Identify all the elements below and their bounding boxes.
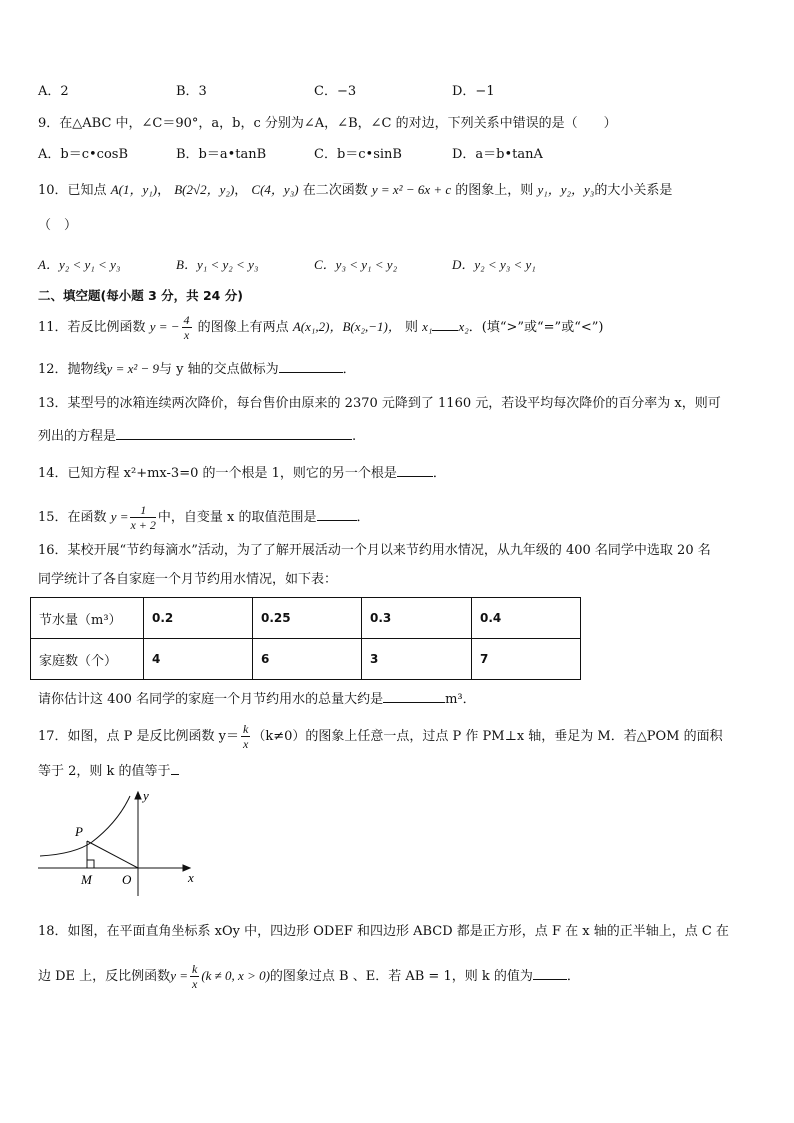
q14-text: 14．已知方程 x²+mx-3=0 的一个根是 1，则它的另一个根是 [38,466,397,481]
q10-end: 的大小关系是 [594,183,673,198]
q11-lhs: y = − [149,319,180,334]
q18-blank[interactable] [533,965,567,980]
point-c-close: ₃) [289,182,299,197]
q14 [38,462,446,484]
q13-prefix: 列出的方程是 [38,429,117,444]
q15-denominator: x + 2 [130,518,156,532]
hyperbola-curve [40,796,130,856]
po-line [87,841,138,868]
q11-x2: x₂ [458,319,469,334]
y-label: y [143,788,149,803]
table-row-header: 家庭数（个） [31,639,144,680]
section-title: 二、填空题(每小题 3 分，共 24 分) [38,288,243,303]
y-axis-arrow [135,792,141,799]
q12-end: ． [342,362,356,377]
q17-post: （k≠0）的图象上任意一点，过点 P 作 PM⊥x 轴，垂足为 M．若△POM 的面积 [252,729,723,744]
q12-prefix: 12．抛物线 [38,362,107,377]
q9-option-c: C．b＝c•sinB [314,147,402,162]
q15 [38,503,370,532]
q18-lhs: y = [170,968,188,983]
q17-line2 [38,760,179,782]
table-cell: 4 [144,639,253,680]
q18-end: ． [566,969,580,984]
q8-option-d: D．−1 [452,84,495,99]
table-cell: 0.25 [253,598,362,639]
q17-fraction [241,722,250,751]
table-cell: 6 [253,639,362,680]
q12-blank[interactable] [279,358,343,373]
q15-blank[interactable] [317,506,357,521]
q10-stem: 10．已知点 A(1，y₁)， B(2√2，y₂)， C(4，y₃) 在二次函数 y = x² − 6x + c 的图象上，则 y₁，y₂，y₃的大小关系是 [38,182,673,198]
table-cell: 0.4 [472,598,581,639]
q9-option-a: A．b＝c•cosB [38,147,128,162]
p-label: P [75,824,83,839]
q11-denominator: x [183,328,190,342]
q11-then: 则 [405,320,419,335]
q12-function: y = x² − 9 [106,361,160,376]
q11-numerator: 4 [183,313,190,327]
q10-paren: （ ） [38,218,78,233]
q18-prefix: 边 DE 上，反比例函数 [38,969,171,984]
q8-option-a: A．2 [38,84,69,99]
point-b-close: ₂) [225,182,235,197]
table-cell: 0.3 [362,598,472,639]
q8-option-b: B．3 [176,84,207,99]
q16-unit: m³． [445,692,476,707]
q16-blank[interactable] [383,688,445,703]
q13-end: . [352,429,357,444]
q14-end: ． [432,466,446,481]
q18-line1: 18．如图，在平面直角坐标系 xOy 中，四边形 ODEF 和四边形 ABCD 都是正方形，点 F 在 x 轴的正半轴上，点 C 在 [38,924,729,939]
q17-numerator: k [243,722,249,736]
q15-numerator: 1 [130,503,155,518]
q15-prefix: 15．在函数 [38,510,107,525]
q18-numerator: k [191,962,198,976]
table-row-header: 节水量（m³） [31,598,144,639]
q18-denominator: x [191,977,198,991]
q10-option-c: C．y₃ < y₁ < y₂ [314,257,398,272]
q9-stem: 9．在△ABC 中，∠C＝90°，a，b，c 分别为∠A，∠B，∠C 的对边，下列关系中错误的是（ ） [38,116,617,131]
table-cell: 7 [472,639,581,680]
table-cell: 3 [362,639,472,680]
q10-prefix: 10．已知点 [38,183,107,198]
point-c: C(4，y [251,182,290,197]
q16-line2: 同学统计了各自家庭一个月节约用水情况，如下表： [38,572,338,587]
q18-condition: (k ≠ 0, x > 0) [201,968,270,983]
water-table [30,597,581,680]
x-label: x [188,870,194,885]
q11-tail: ．(填“>”或“=”或“<”) [468,320,604,335]
q11-prefix: 11．若反比例函数 [38,320,146,335]
q15-fraction [130,503,155,532]
q11-blank[interactable] [432,316,458,331]
q10-option-a: A．y₂ < y₁ < y₃ [38,257,121,272]
q17-line1 [38,722,723,751]
q12-post: 与 y 轴的交点做标为 [159,362,279,377]
q14-blank[interactable] [397,462,433,477]
q13-blank[interactable] [116,425,352,440]
q15-lhs: y = [110,509,129,524]
q18-post: 的图象过点 B 、E．若 AB = 1，则 k 的值为 [269,969,533,984]
q10-mid: 在二次函数 [302,183,368,198]
q11-mid: 的图像上有两点 [197,320,289,335]
q11-points: A(x₁,2)，B(x₂,−1)， [292,319,401,334]
q15-end: ． [356,510,370,525]
q10-tail: 的图象上，则 [455,183,534,198]
q10-option-d: D．y₂ < y₃ < y₁ [452,257,536,272]
point-a-close: ₁) [148,182,158,197]
q12 [38,358,356,380]
q16-line3 [38,688,476,710]
q17-denominator: x [243,737,249,751]
q17-figure [30,786,210,898]
q11 [38,313,603,342]
q8-option-c: C．−3 [314,84,357,99]
q10-option-b: B．y₁ < y₂ < y₃ [176,257,259,272]
table-row [31,639,581,680]
q11-fraction [182,313,192,342]
q17-prefix: 17．如图，点 P 是反比例函数 y＝ [38,729,240,744]
q13-line1: 13．某型号的冰箱连续两次降价，每台售价由原来的 2370 元降到了 1160 元，若设平均每次降价的百分率为 x，则可 [38,396,721,411]
point-b: B(2√2，y [174,182,226,197]
q16-question: 请你估计这 400 名同学的家庭一个月节约用水的总量大约是 [38,692,384,707]
m-label: M [81,872,92,887]
q9-option-b: B．b＝a•tanB [176,147,267,162]
q18-fraction [190,962,199,991]
o-label: O [122,872,132,887]
q18-line2 [38,962,580,991]
q16-line1: 16．某校开展“节约每滴水”活动，为了了解开展活动一个月以来节约用水情况，从九年级的 400 名同学中选取 20 名 [38,543,711,558]
table-cell: 0.2 [144,598,253,639]
q17-question: 等于 2，则 k 的值等于 [38,764,171,779]
q13-line2 [38,425,356,447]
q15-post: 中，自变量 x 的取值范围是 [157,510,317,525]
right-angle-mark [87,860,94,868]
q11-x1: x₁ [422,319,433,334]
q10-ys: y₁，y₂，y₃ [537,182,595,197]
q17-blank[interactable] [171,760,179,775]
q10-function: y = x² − 6x + c [371,182,452,197]
point-a: A(1，y [110,182,149,197]
q9-option-d: D．a＝b•tanA [452,147,543,162]
table-row [31,598,581,639]
